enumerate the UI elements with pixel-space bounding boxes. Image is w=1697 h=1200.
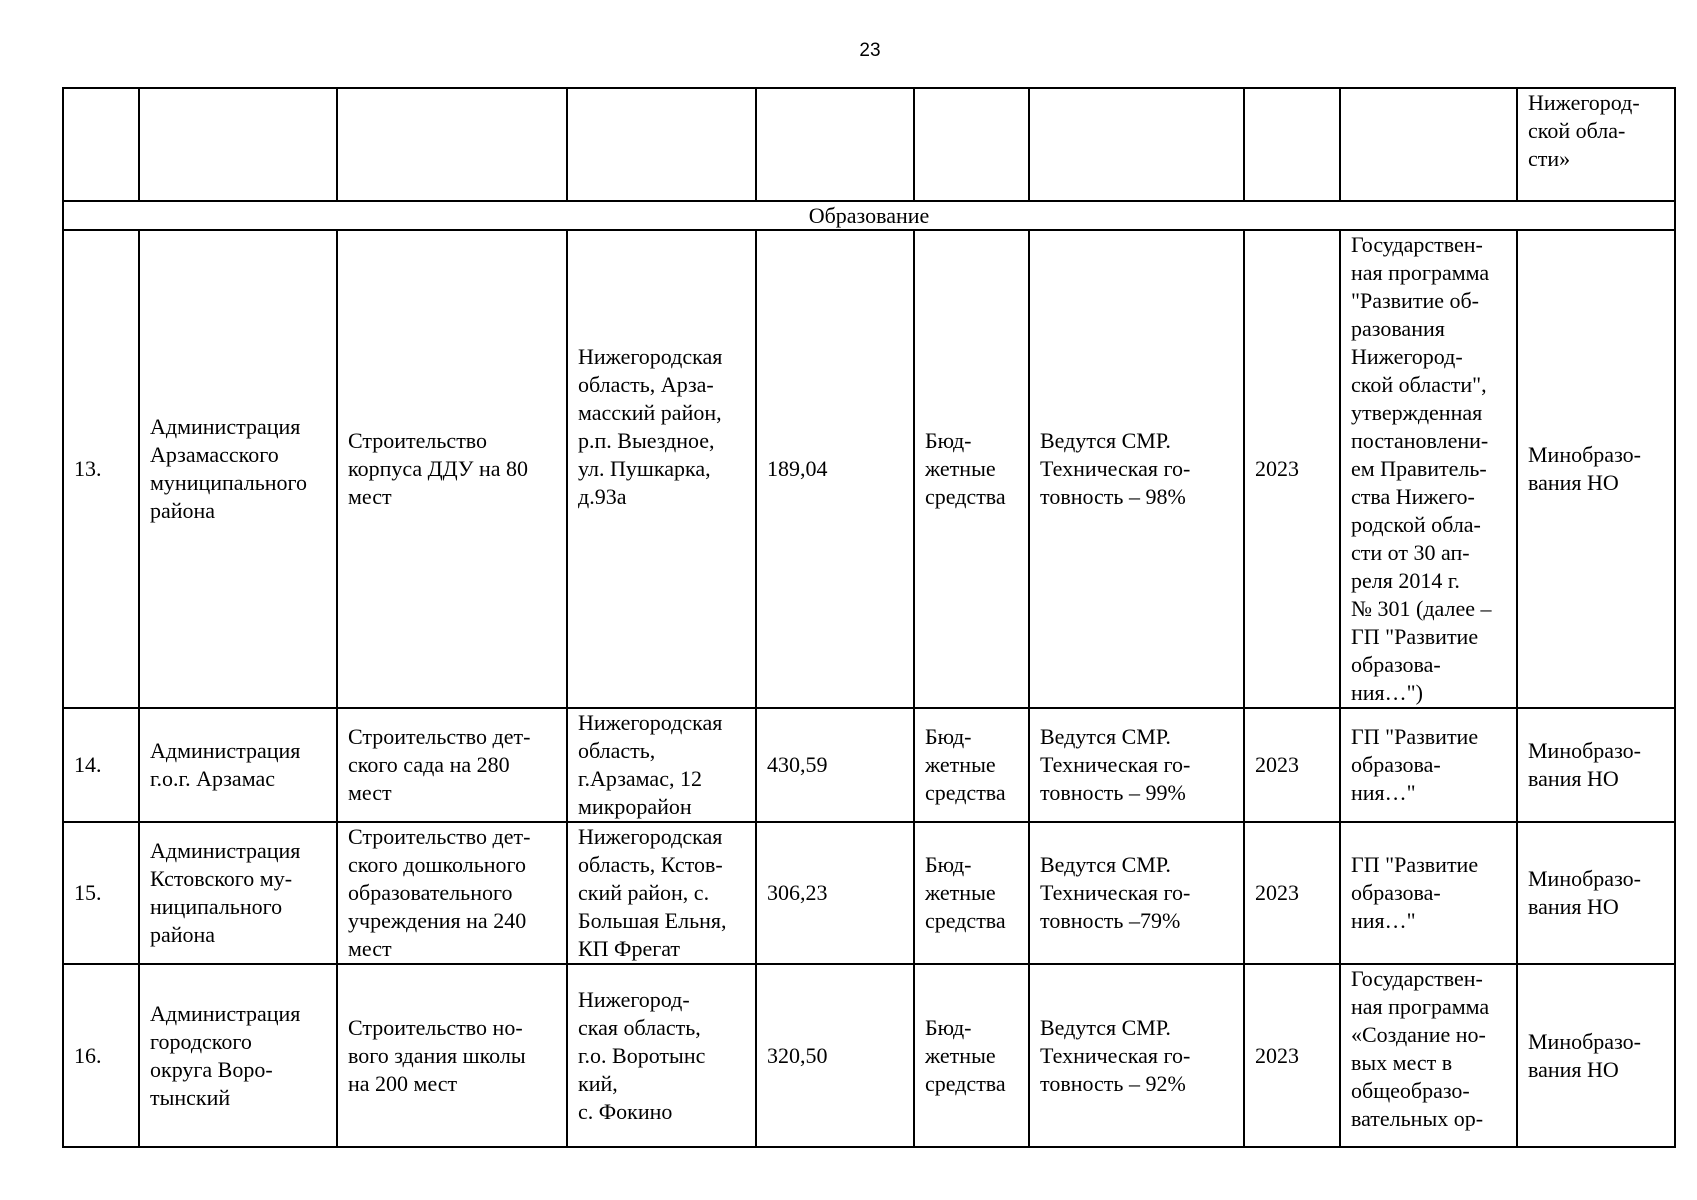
cell-program xyxy=(1340,708,1517,822)
cell-status xyxy=(1029,230,1244,708)
status-text: Ведутся СМР. Техническая го- товность – 98% xyxy=(1040,428,1191,509)
cell-customer xyxy=(139,822,337,964)
source-text: Бюд- жетные средства xyxy=(925,428,1006,509)
cell-source xyxy=(914,964,1029,1147)
cell-customer xyxy=(139,230,337,708)
cell-source xyxy=(914,822,1029,964)
cell-address xyxy=(567,88,756,201)
cell-source xyxy=(914,88,1029,201)
cell-responsible xyxy=(1517,88,1675,201)
table-row xyxy=(63,964,1675,1147)
cell-num: 15. xyxy=(63,822,139,964)
cell-source xyxy=(914,708,1029,822)
address-text: Нижегородская область, Арза- масский район, р.п. Выездное, ул. Пушкарка, д.93а xyxy=(578,343,723,509)
cell-responsible xyxy=(1517,230,1675,708)
cell-year: 2023 xyxy=(1244,964,1340,1147)
cell-num: 16. xyxy=(63,964,139,1147)
cell-status xyxy=(1029,964,1244,1147)
responsible-text: Минобразо- вания НО xyxy=(1528,866,1641,919)
address-text: Нижегород- ская область, г.о. Воротынс кий, с. Фокино xyxy=(578,986,706,1124)
responsible-text: Минобразо- вания НО xyxy=(1528,442,1641,495)
responsible-text: Минобразо- вания НО xyxy=(1528,738,1641,791)
cell-program xyxy=(1340,230,1517,708)
cell-cost: 430,59 xyxy=(756,708,914,822)
table-row xyxy=(63,230,1675,708)
page-number: 23 xyxy=(859,40,881,61)
status-text: Ведутся СМР. Техническая го- товность –79% xyxy=(1040,852,1191,933)
cell-address xyxy=(567,964,756,1147)
object-text: Строительство дет- ского сада на 280 мест xyxy=(348,724,531,805)
cell-customer xyxy=(139,88,337,201)
customer-text: Администрация г.о.г. Арзамас xyxy=(150,738,301,791)
cell-customer xyxy=(139,964,337,1147)
object-text: Строительство дет- ского дошкольного образовательного учреждения на 240 мест xyxy=(348,824,531,961)
program-text: ГП "Развитие образова- ния…" xyxy=(1351,852,1479,933)
cell-year: 2023 xyxy=(1244,230,1340,708)
address-text: Нижегородская область, Кстов- ский район, с. Большая Ельня, КП Фрегат xyxy=(578,824,727,961)
cell-responsible xyxy=(1517,822,1675,964)
address-text: Нижегородская область, г.Арзамас, 12 микрорайон xyxy=(578,710,723,819)
cell-address xyxy=(567,822,756,964)
cell-num xyxy=(63,88,139,201)
object-text: Строительство корпуса ДДУ на 80 мест xyxy=(348,428,529,509)
responsible-text: Нижегород- ской обла- сти» xyxy=(1528,90,1640,171)
objects-table xyxy=(62,87,1676,1148)
cell-program xyxy=(1340,964,1517,1147)
cell-status xyxy=(1029,708,1244,822)
cell-cost: 189,04 xyxy=(756,230,914,708)
cell-status xyxy=(1029,88,1244,201)
cell-year: 2023 xyxy=(1244,822,1340,964)
section-title: Образование xyxy=(63,201,1675,230)
cell-cost xyxy=(756,88,914,201)
cell-responsible xyxy=(1517,964,1675,1147)
customer-text: Администрация Арзамасского муниципального района xyxy=(150,414,308,523)
cell-object xyxy=(337,230,567,708)
customer-text: Администрация Кстовского му- ниципального района xyxy=(150,838,301,947)
section-row xyxy=(63,201,1675,230)
cell-source xyxy=(914,230,1029,708)
cell-num: 14. xyxy=(63,708,139,822)
status-text: Ведутся СМР. Техническая го- товность – 99% xyxy=(1040,724,1191,805)
source-text: Бюд- жетные средства xyxy=(925,1014,1006,1096)
cell-address xyxy=(567,708,756,822)
cell-status xyxy=(1029,822,1244,964)
program-text: Государствен- ная программа "Развитие об- разования Нижегород- ской области", утвержденная постановлени- ем Правитель- ства Нижего- родской обла- сти от 30 ап- реля 2014 г. № 301 (далее – ГП "Развитие образова- ния…") xyxy=(1351,232,1492,705)
cell-responsible xyxy=(1517,708,1675,822)
cell-program xyxy=(1340,88,1517,201)
responsible-text: Минобразо- вания НО xyxy=(1528,1028,1641,1082)
cell-program xyxy=(1340,822,1517,964)
cell-object xyxy=(337,88,567,201)
source-text: Бюд- жетные средства xyxy=(925,724,1006,805)
cell-object xyxy=(337,822,567,964)
cell-year: 2023 xyxy=(1244,708,1340,822)
customer-text: Администрация городского округа Воро- тынский xyxy=(150,1000,301,1110)
continuation-row xyxy=(63,88,1675,201)
cell-cost: 306,23 xyxy=(756,822,914,964)
cell-customer xyxy=(139,708,337,822)
cell-num: 13. xyxy=(63,230,139,708)
cell-year xyxy=(1244,88,1340,201)
status-text: Ведутся СМР. Техническая го- товность – 92% xyxy=(1040,1014,1191,1096)
cell-object xyxy=(337,964,567,1147)
source-text: Бюд- жетные средства xyxy=(925,852,1006,933)
cell-object xyxy=(337,708,567,822)
cell-address xyxy=(567,230,756,708)
program-text: ГП "Развитие образова- ния…" xyxy=(1351,724,1479,805)
program-text: Государствен- ная программа «Создание но- вых мест в общеобразо- вательных ор- xyxy=(1351,966,1490,1131)
cell-cost: 320,50 xyxy=(756,964,914,1147)
table-row xyxy=(63,822,1675,964)
table-row xyxy=(63,708,1675,822)
object-text: Строительство но- вого здания школы на 200 мест xyxy=(348,1014,526,1096)
